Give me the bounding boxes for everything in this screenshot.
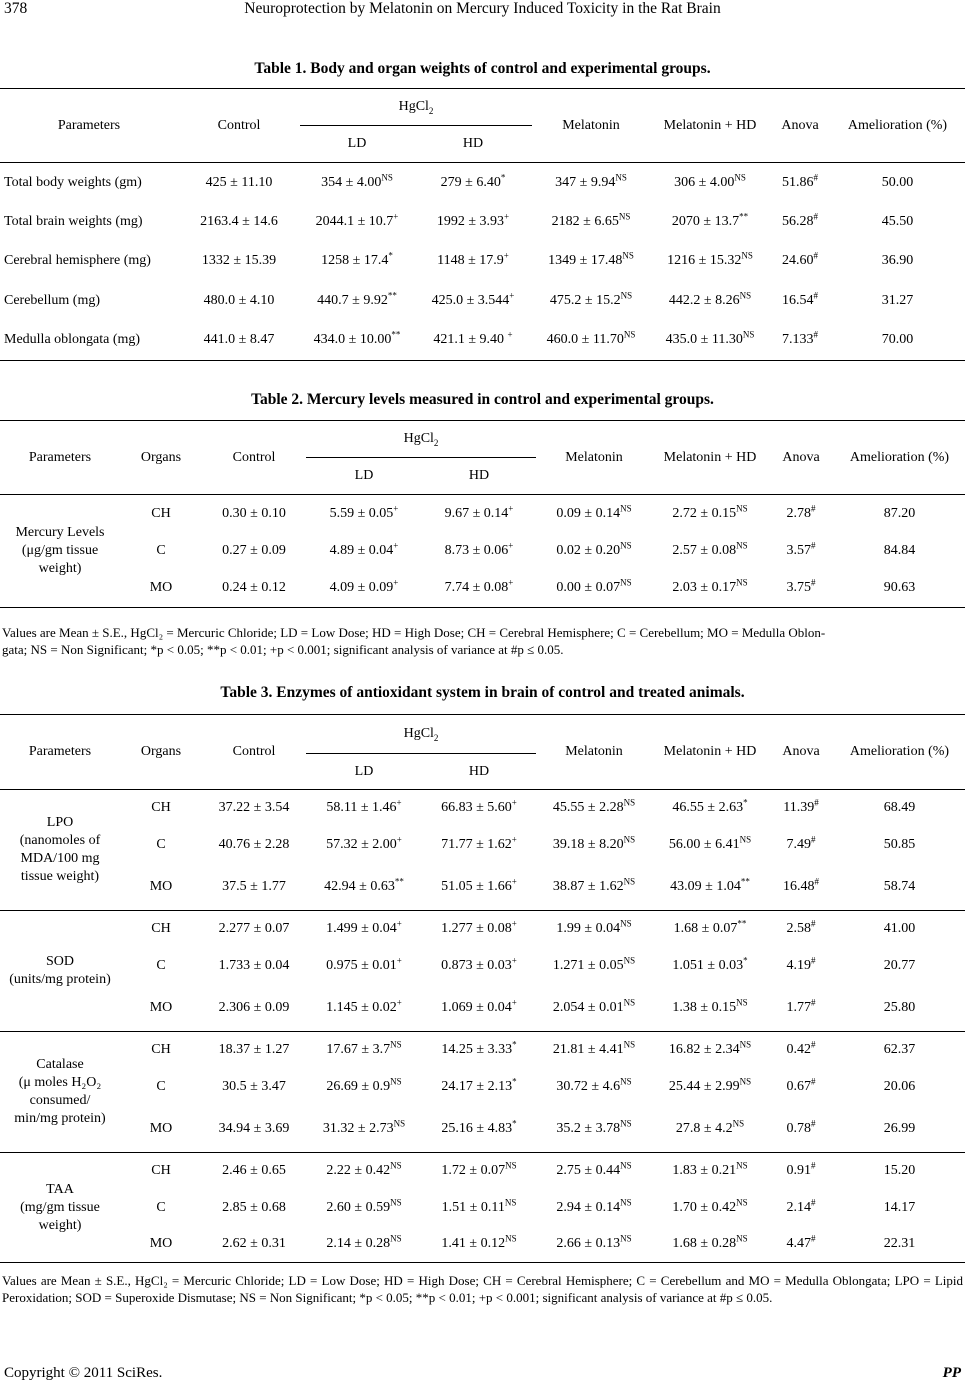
cell-organ: MO <box>149 580 173 596</box>
col-anova: Anova <box>781 117 819 133</box>
cell-control: 2.62 ± 0.31 <box>222 1236 286 1252</box>
cell-melatonin-hd: $1.68 \pm 0.28^{NS}$ <box>672 1233 748 1252</box>
cell-melatonin-hd: 2070 ± 13.7** <box>671 211 749 229</box>
cell-ld: 1.145 ± 0.02+ <box>326 997 402 1015</box>
col-amelioration: Amelioration (%) <box>849 449 950 465</box>
cell-ld: $26.69 \pm 0.9^{NS}$ <box>326 1076 402 1094</box>
cell-hd: 0.873 ± 0.03+ <box>441 955 517 973</box>
table2 <box>0 420 965 608</box>
table-row <box>0 1153 965 1190</box>
cell-control: 2.306 ± 0.09 <box>218 999 290 1015</box>
col-melatonin-hd: Melatonin + HD <box>663 117 757 133</box>
cell-melatonin-hd: $1216 \pm 15.32^{NS}$ <box>667 250 753 269</box>
cell-control: 1.733 ± 0.04 <box>218 958 290 973</box>
cell-amelioration: 70.00 <box>881 332 914 348</box>
running-title: Neuroprotection by Melatonin on Mercury Induced Toxicity in the Rat Brain <box>244 0 721 17</box>
col-control: Control <box>232 449 276 465</box>
cell-anova: 3.57# <box>786 540 816 558</box>
cell-organ: MO <box>149 878 173 894</box>
cell-melatonin: $2182 \pm 6.65^{NS}$ <box>551 211 631 229</box>
col-parameters: Parameters <box>57 117 121 133</box>
cell-ld: 440.7 ± 9.92** <box>317 290 397 309</box>
cell-melatonin-hd: $435.0 \pm 11.30^{NS}$ <box>665 329 755 348</box>
col-hd: HD <box>468 468 490 483</box>
cell-anova: 0.67# <box>786 1076 816 1094</box>
table-row <box>0 532 965 570</box>
cell-melatonin-hd: $1.70 \pm 0.42^{NS}$ <box>672 1197 748 1215</box>
cell-melatonin-hd: 1.68 ± 0.07** <box>673 918 747 937</box>
cell-anova: 4.19# <box>786 955 816 973</box>
col-amelioration: Amelioration (%) <box>849 744 950 759</box>
cell-melatonin-hd: 1.051 ± 0.03* <box>672 955 748 973</box>
cell-organ: C <box>156 958 166 973</box>
cell-organ: C <box>156 1079 166 1094</box>
row-parameter: Medulla oblongata (mg) <box>4 332 141 348</box>
cell-anova: 3.75# <box>786 577 816 596</box>
cell-amelioration: 26.99 <box>883 1120 916 1136</box>
cell-organ: CH <box>151 1163 171 1179</box>
col-melatonin-hd: Melatonin + HD <box>663 449 757 465</box>
cell-amelioration: 62.37 <box>883 1042 916 1058</box>
cell-melatonin-hd: $2.03 \pm 0.17^{NS}$ <box>672 577 748 596</box>
group-label <box>0 495 120 608</box>
cell-hd: 14.25 ± 3.33* <box>441 1039 517 1058</box>
cell-ld: $31.32 \pm 2.73^{NS}$ <box>322 1118 406 1136</box>
cell-ld: $2.22 \pm 0.42^{NS}$ <box>326 1160 402 1179</box>
cell-hd: $1.41 \pm 0.12^{NS}$ <box>441 1233 517 1252</box>
cell-anova: 16.48# <box>783 876 819 894</box>
cell-ld: 5.59 ± 0.05+ <box>329 502 399 521</box>
cell-hd: 71.77 ± 1.62+ <box>441 834 517 852</box>
cell-melatonin: $0.09 \pm 0.14^{NS}$ <box>556 502 632 521</box>
group-label <box>0 790 120 911</box>
cell-ld: 58.11 ± 1.46+ <box>326 797 402 816</box>
cell-melatonin: $1.271 \pm 0.05^{NS}$ <box>552 955 636 973</box>
cell-control: 37.5 ± 1.77 <box>222 878 286 894</box>
cell-melatonin: $0.02 \pm 0.20^{NS}$ <box>556 540 632 558</box>
cell-control: 18.37 ± 1.27 <box>218 1042 290 1058</box>
cell-anova: 2.14# <box>786 1197 816 1215</box>
table-row <box>0 1069 965 1106</box>
cell-melatonin: $2.94 \pm 0.14^{NS}$ <box>556 1197 632 1215</box>
cell-amelioration: 22.31 <box>883 1236 916 1252</box>
cell-ld: $2.60 \pm 0.59^{NS}$ <box>326 1197 402 1215</box>
cell-anova: 1.77# <box>786 997 816 1015</box>
cell-ld: 57.32 ± 2.00+ <box>326 834 402 852</box>
table-row <box>0 1032 965 1069</box>
col-parameters: Parameters <box>28 449 92 465</box>
cell-melatonin: $2.054 \pm 0.01^{NS}$ <box>552 997 636 1015</box>
group-label-line: (μ moles H₂O₂ <box>18 1075 102 1090</box>
col-anova: Anova <box>782 449 820 465</box>
cell-organ: CH <box>151 505 171 521</box>
table2-caption: Table 2. Mercury levels measured in control and experimental groups. <box>251 391 714 408</box>
col-melatonin: Melatonin <box>565 449 623 465</box>
table-row <box>0 864 965 911</box>
cell-melatonin: $2.75 \pm 0.44^{NS}$ <box>556 1160 632 1179</box>
group-label-line: SOD <box>45 954 74 969</box>
table-row <box>0 790 965 827</box>
cell-melatonin-hd: $2.72 \pm 0.15^{NS}$ <box>672 502 748 521</box>
table-row <box>0 911 965 948</box>
table-row <box>0 495 965 533</box>
cell-melatonin-hd: 46.55 ± 2.63* <box>672 797 748 816</box>
col-hd: HD <box>468 763 490 779</box>
table-row <box>0 202 965 242</box>
cell-melatonin: $1349 \pm 17.48^{NS}$ <box>548 250 634 269</box>
cell-amelioration: 36.90 <box>881 253 914 269</box>
table1 <box>0 88 965 361</box>
cell-hd: 425.0 ± 3.544+ <box>431 290 515 309</box>
table-row <box>0 827 965 864</box>
cell-organ: CH <box>151 1042 171 1058</box>
col-anova: Anova <box>782 744 820 759</box>
cell-anova: 2.78# <box>786 502 816 521</box>
col-hgcl2: HgCl$_2$ <box>306 421 536 458</box>
cell-hd: 51.05 ± 1.66+ <box>441 876 517 894</box>
cell-anova: 2.58# <box>786 918 816 937</box>
table-row <box>0 163 965 203</box>
cell-organ: C <box>156 542 166 558</box>
cell-control: 480.0 ± 4.10 <box>203 293 275 309</box>
cell-organ: C <box>156 1200 166 1215</box>
cell-amelioration: 25.80 <box>883 999 916 1015</box>
col-parameters: Parameters <box>28 744 92 759</box>
cell-amelioration: 31.27 <box>881 293 914 309</box>
cell-anova: 0.91# <box>786 1160 816 1179</box>
cell-hd: 279 ± 6.40* <box>440 171 506 190</box>
journal-abbrev: PP <box>942 1365 961 1381</box>
cell-anova: 16.54# <box>782 290 818 309</box>
cell-control: 0.27 ± 0.09 <box>222 542 286 558</box>
group-label-line: tissue weight) <box>20 869 100 884</box>
cell-anova: 56.28# <box>782 211 818 229</box>
cell-control: 425 ± 11.10 <box>205 174 273 190</box>
cell-melatonin: $39.18 \pm 8.20^{NS}$ <box>552 834 636 852</box>
page-number: 378 <box>4 0 28 17</box>
cell-melatonin-hd: $27.8 \pm 4.2^{NS}$ <box>675 1118 745 1136</box>
col-ld: LD <box>354 468 374 483</box>
cell-ld: 2044.1 ± 10.7+ <box>315 211 399 229</box>
col-control: Control <box>217 117 261 133</box>
cell-melatonin: $30.72 \pm 4.6^{NS}$ <box>556 1076 632 1094</box>
cell-ld: 1258 ± 17.4* <box>321 250 393 269</box>
table3-caption: Table 3. Enzymes of antioxidant system in brain of control and treated animals. <box>220 684 745 701</box>
cell-ld: 434.0 ± 10.00** <box>313 329 401 348</box>
group-label-line: min/mg protein) <box>14 1111 106 1126</box>
cell-melatonin-hd: $1.38 \pm 0.15^{NS}$ <box>672 997 748 1015</box>
cell-hd: 421.1 ± 9.40 + <box>433 329 513 348</box>
cell-control: 1332 ± 15.39 <box>201 253 277 269</box>
cell-melatonin: $38.87 \pm 1.62^{NS}$ <box>552 876 636 894</box>
table2-note <box>2 624 963 658</box>
cell-amelioration: 45.50 <box>881 213 914 229</box>
cell-amelioration: 50.85 <box>883 837 916 852</box>
cell-melatonin-hd: $56.00 \pm 6.41^{NS}$ <box>668 834 752 852</box>
cell-hd: 1.277 ± 0.08+ <box>441 918 517 937</box>
group-label <box>0 1153 120 1263</box>
cell-anova: 7.49# <box>786 834 816 852</box>
col-organs: Organs <box>140 744 182 759</box>
table1-caption: Table 1. Body and organ weights of control and experimental groups. <box>254 60 711 77</box>
col-ld: LD <box>354 763 374 779</box>
cell-control: 30.5 ± 3.47 <box>222 1079 286 1094</box>
group-label-line: (units/mg protein) <box>9 972 111 987</box>
cell-amelioration: 87.20 <box>883 505 916 521</box>
cell-hd: 7.74 ± 0.08+ <box>444 577 514 596</box>
table2-note-line2: gata; NS = Non Significant; *p < 0.05; **p < 0.01; +p < 0.001; significant analysis of variance at #p ≤ 0.05. <box>2 642 564 657</box>
cell-ld: 42.94 ± 0.63** <box>324 876 404 894</box>
cell-amelioration: 41.00 <box>883 921 916 937</box>
table-row <box>0 242 965 282</box>
cell-control: 37.22 ± 3.54 <box>218 800 290 816</box>
cell-ld: 4.89 ± 0.04+ <box>329 540 399 558</box>
cell-hd: 1148 ± 17.9+ <box>437 250 509 269</box>
cell-hd: 66.83 ± 5.60+ <box>441 797 517 816</box>
cell-organ: MO <box>149 1236 173 1252</box>
cell-melatonin-hd: $442.2 \pm 8.26^{NS}$ <box>668 290 752 309</box>
cell-control: 2.277 ± 0.07 <box>218 921 290 937</box>
cell-control: 0.30 ± 0.10 <box>222 505 286 521</box>
table3 <box>0 714 965 1263</box>
group-label-line: (μg/gm tissue <box>21 542 99 558</box>
col-hd: HD <box>462 136 484 151</box>
cell-hd: 9.67 ± 0.14+ <box>444 502 514 521</box>
cell-melatonin-hd: 43.09 ± 1.04** <box>670 876 750 894</box>
cell-melatonin: $475.2 \pm 15.2^{NS}$ <box>549 290 633 309</box>
col-control: Control <box>232 744 276 759</box>
group-label-line: Mercury Levels <box>15 524 105 540</box>
cell-amelioration: 90.63 <box>883 580 916 596</box>
group-label <box>0 911 120 1032</box>
cell-ld: 4.09 ± 0.09+ <box>329 577 399 596</box>
cell-amelioration: 20.77 <box>883 958 916 973</box>
table-row <box>0 1106 965 1153</box>
cell-hd: 24.17 ± 2.13* <box>441 1076 517 1094</box>
cell-hd: $1.72 \pm 0.07^{NS}$ <box>441 1160 517 1179</box>
cell-melatonin: $460.0 \pm 11.70^{NS}$ <box>546 329 636 348</box>
cell-control: 2.46 ± 0.65 <box>222 1163 286 1179</box>
cell-control: 441.0 ± 8.47 <box>203 332 275 348</box>
table-row <box>0 1190 965 1227</box>
table-row <box>0 985 965 1032</box>
cell-anova: 0.78# <box>786 1118 816 1136</box>
table2-note-line1: Values are Mean ± S.E., HgCl₂ = Mercuric Chloride; LD = Low Dose; HD = High Dose; CH = Cerebral Hemisphere; C = Cerebellum; MO = Medulla Oblon- <box>2 625 826 640</box>
cell-anova: 11.39# <box>783 797 819 816</box>
group-label-line: weight) <box>38 1217 82 1233</box>
group-label-line: consumed/ <box>29 1093 91 1108</box>
row-parameter: Total brain weights (mg) <box>4 213 143 229</box>
cell-amelioration: 15.20 <box>883 1163 916 1179</box>
cell-melatonin: $1.99 \pm 0.04^{NS}$ <box>556 918 632 937</box>
cell-melatonin-hd: $1.83 \pm 0.21^{NS}$ <box>672 1160 748 1179</box>
group-label-line: MDA/100 mg <box>20 851 100 866</box>
page-header <box>0 0 965 22</box>
cell-ld: $2.14 \pm 0.28^{NS}$ <box>326 1233 402 1252</box>
cell-melatonin-hd: $306 \pm 4.00^{NS}$ <box>674 171 746 190</box>
cell-melatonin-hd: $25.44 \pm 2.99^{NS}$ <box>668 1076 752 1094</box>
group-label-line: (nanomoles of <box>19 833 101 848</box>
col-melatonin: Melatonin <box>565 744 623 759</box>
row-parameter: Cerebellum (mg) <box>4 293 101 309</box>
cell-melatonin: $347 \pm 9.94^{NS}$ <box>555 171 627 190</box>
cell-anova: 4.47# <box>786 1233 816 1252</box>
col-organs: Organs <box>140 449 182 465</box>
cell-amelioration: 84.84 <box>883 542 916 558</box>
cell-hd: $1.51 \pm 0.11^{NS}$ <box>441 1197 517 1215</box>
cell-anova: 0.42# <box>786 1039 816 1058</box>
col-ld: LD <box>347 136 367 151</box>
cell-control: 40.76 ± 2.28 <box>218 837 290 852</box>
cell-organ: MO <box>149 999 173 1015</box>
cell-melatonin: $2.66 \pm 0.13^{NS}$ <box>556 1233 632 1252</box>
cell-organ: MO <box>149 1120 173 1136</box>
row-parameter: Cerebral hemisphere (mg) <box>4 253 151 269</box>
group-label <box>0 1032 120 1153</box>
table-row <box>0 1227 965 1263</box>
cell-ld: $354 \pm 4.00^{NS}$ <box>321 171 393 190</box>
table-row <box>0 281 965 321</box>
cell-organ: C <box>156 837 166 852</box>
table-row <box>0 321 965 361</box>
group-label-line: weight) <box>38 560 82 576</box>
group-label-line: Catalase <box>36 1057 84 1072</box>
cell-melatonin: $35.2 \pm 3.78^{NS}$ <box>556 1118 632 1136</box>
cell-anova: 7.133# <box>782 329 818 348</box>
cell-hd: 25.16 ± 4.83* <box>441 1118 517 1136</box>
col-amelioration: Amelioration (%) <box>847 117 948 133</box>
cell-anova: 24.60# <box>782 250 818 269</box>
cell-hd: 1.069 ± 0.04+ <box>441 997 517 1015</box>
table-row <box>0 948 965 985</box>
cell-ld: 1.499 ± 0.04+ <box>326 918 402 937</box>
col-hgcl2: HgCl$_2$ <box>300 89 532 126</box>
cell-amelioration: 68.49 <box>883 800 916 816</box>
cell-amelioration: 20.06 <box>883 1079 916 1094</box>
copyright: Copyright © 2011 SciRes. <box>4 1365 163 1381</box>
group-label-line: LPO <box>46 815 74 830</box>
col-melatonin: Melatonin <box>562 117 620 133</box>
cell-melatonin: $45.55 \pm 2.28^{NS}$ <box>552 797 636 816</box>
cell-melatonin-hd: $16.82 \pm 2.34^{NS}$ <box>668 1039 752 1058</box>
cell-control: 2.85 ± 0.68 <box>222 1200 286 1215</box>
group-label-line: (mg/gm tissue <box>20 1199 100 1215</box>
cell-melatonin: $21.81 \pm 4.41^{NS}$ <box>552 1039 636 1058</box>
table3-note: Values are Mean ± S.E., HgCl₂ = Mercuric Chloride; LD = Low Dose; HD = High Dose; CH = Cerebral Hemisphere; C = Cerebellum and MO = Medulla Oblongata; LPO = Lipid Peroxidation; SOD = Superoxide Dismutase; NS = Non Significant; *p < 0.05; **p < 0.01; +p < 0.001; significant analysis of variance at #p ≤ 0.05. <box>2 1273 963 1305</box>
cell-melatonin-hd: $2.57 \pm 0.08^{NS}$ <box>672 540 748 558</box>
cell-organ: CH <box>151 921 171 937</box>
col-melatonin-hd: Melatonin + HD <box>663 744 757 759</box>
col-hgcl2: HgCl$_2$ <box>306 715 536 754</box>
cell-control: 34.94 ± 3.69 <box>218 1120 290 1136</box>
cell-ld: 0.975 ± 0.01+ <box>326 955 402 973</box>
cell-melatonin: $0.00 \pm 0.07^{NS}$ <box>556 577 632 596</box>
cell-hd: 1992 ± 3.93+ <box>436 211 510 229</box>
cell-control: 2163.4 ± 14.6 <box>200 213 278 229</box>
group-label-line: TAA <box>46 1181 74 1197</box>
cell-amelioration: 58.74 <box>883 878 916 894</box>
cell-control: 0.24 ± 0.12 <box>222 580 286 596</box>
cell-ld: $17.67 \pm 3.7^{NS}$ <box>326 1039 402 1058</box>
row-parameter: Total body weights (gm) <box>4 174 142 190</box>
cell-anova: 51.86# <box>782 171 818 190</box>
cell-hd: 8.73 ± 0.06+ <box>444 540 514 558</box>
cell-amelioration: 14.17 <box>883 1200 916 1215</box>
cell-organ: CH <box>151 800 171 816</box>
cell-amelioration: 50.00 <box>881 174 914 190</box>
table-row <box>0 570 965 608</box>
